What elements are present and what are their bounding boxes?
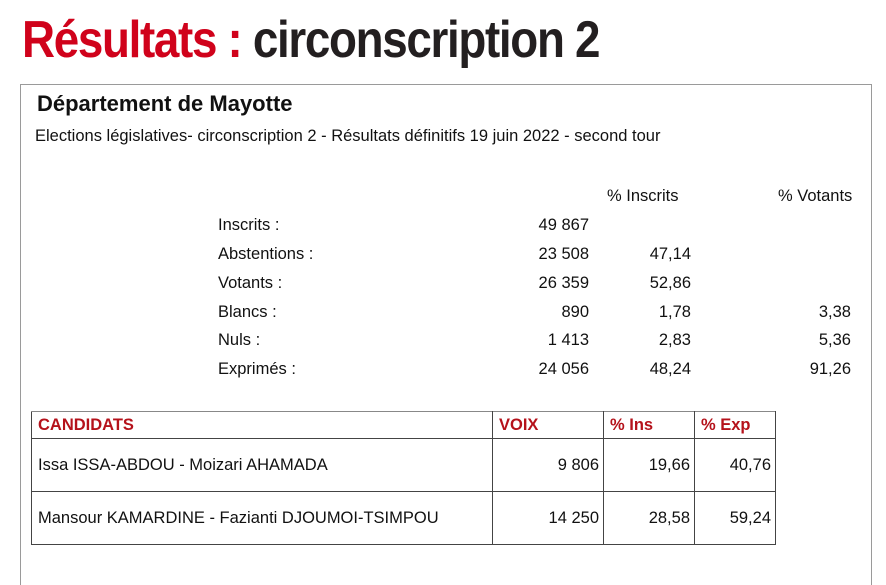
header-candidats: CANDIDATS <box>32 412 493 439</box>
table-row <box>32 492 776 545</box>
candidate-voix: 14 250 <box>493 492 604 545</box>
candidate-pct-ins: 19,66 <box>604 439 695 492</box>
stat-value-votants: 26 359 <box>538 274 589 292</box>
stat-pct-inscrits-nuls: 2,83 <box>658 331 691 349</box>
stat-label-exprimes: Exprimés : <box>218 360 296 378</box>
stat-value-exprimes: 24 056 <box>538 360 589 378</box>
header-voix: VOIX <box>493 412 604 439</box>
header-pct-ins: % Ins <box>604 412 695 439</box>
candidate-pct-ins: 28,58 <box>604 492 695 545</box>
stat-pct-inscrits-blancs: 1,78 <box>658 303 691 321</box>
header-pct-votants: % Votants <box>778 187 853 205</box>
stat-value-inscrits: 49 867 <box>538 216 589 234</box>
stat-pct-inscrits-votants: 52,86 <box>649 274 691 292</box>
header-pct-exp: % Exp <box>695 412 776 439</box>
stat-pct-votants-exprimes: 91,26 <box>809 360 851 378</box>
stat-pct-votants-blancs: 3,38 <box>818 303 851 321</box>
header-pct-inscrits: % Inscrits <box>607 187 679 205</box>
candidates-table-header <box>32 412 776 439</box>
department-title: Département de Mayotte <box>37 91 293 116</box>
election-subtitle: Elections législatives- circonscription 2 - Résultats définitifs 19 juin 2022 - second tour <box>35 127 661 145</box>
candidate-voix: 9 806 <box>493 439 604 492</box>
candidate-pct-exp: 59,24 <box>695 492 776 545</box>
stat-label-abstentions: Abstentions : <box>218 245 314 263</box>
headline-results: Résultats : <box>22 11 242 69</box>
stat-label-nuls: Nuls : <box>218 331 261 349</box>
headline <box>22 8 599 72</box>
stat-label-votants: Votants : <box>218 274 283 292</box>
stat-value-nuls: 1 413 <box>547 331 589 349</box>
table-row <box>32 439 776 492</box>
stat-label-blancs: Blancs : <box>218 303 277 321</box>
headline-constituency: circonscription 2 <box>252 11 600 69</box>
stat-label-inscrits: Inscrits : <box>218 216 280 234</box>
candidate-name: Mansour KAMARDINE - Fazianti DJOUMOI-TSIMPOU <box>32 492 493 545</box>
stat-value-blancs: 890 <box>561 303 589 321</box>
candidate-pct-exp: 40,76 <box>695 439 776 492</box>
stat-value-abstentions: 23 508 <box>538 245 589 263</box>
candidates-table <box>31 411 776 545</box>
candidate-name: Issa ISSA-ABDOU - Moizari AHAMADA <box>32 439 493 492</box>
stat-pct-inscrits-abstentions: 47,14 <box>649 245 691 263</box>
stat-pct-inscrits-exprimes: 48,24 <box>649 360 691 378</box>
results-card <box>20 84 872 585</box>
stat-pct-votants-nuls: 5,36 <box>818 331 851 349</box>
